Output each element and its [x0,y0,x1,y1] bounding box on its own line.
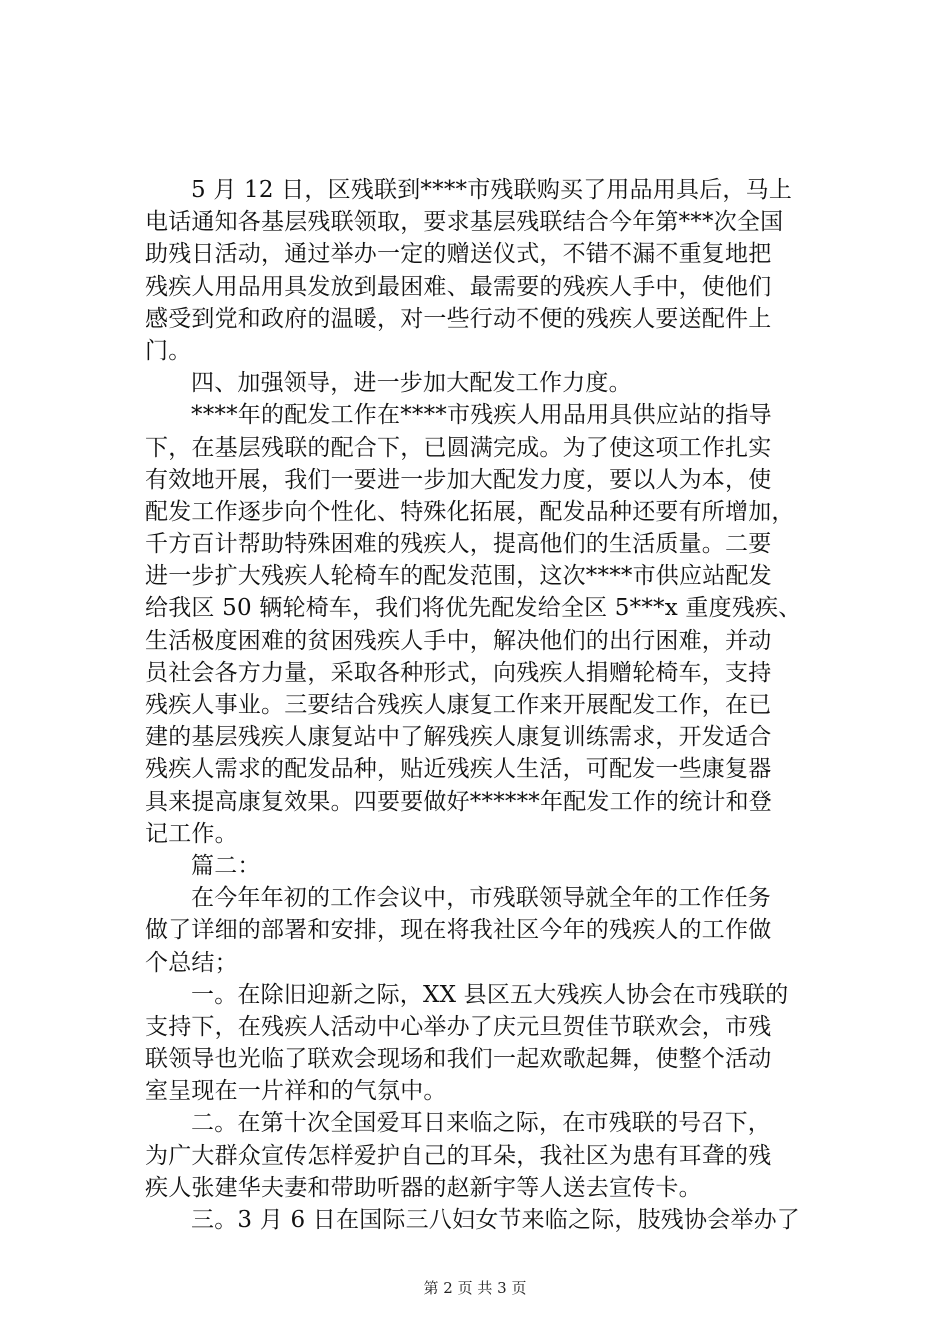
text-line: 做了详细的部署和安排，现在将我社区今年的残疾人的工作做 [145,917,772,944]
text-line: 篇二： [191,852,261,879]
text-line: 残疾人需求的配发品种，贴近残疾人生活，可配发一些康复器 [145,756,772,783]
text-line: 生活极度困难的贫困残疾人手中，解决他们的出行困难，并动 [145,627,772,654]
text-line: 疾人张建华夫妻和带助听器的赵新宇等人送去宣传卡。 [145,1174,702,1201]
text-line: 三。3 月 6 日在国际三八妇女节来临之际，肢残协会举办了 [191,1207,800,1233]
text-line: 残疾人事业。三要结合残疾人康复工作来开展配发工作，在已 [145,692,772,718]
document-body [145,174,835,1236]
text-line: 5 月 12 日，区残联到****市残联购买了用品用具后，马上 [191,177,793,203]
text-line: ****年的配发工作在****市残疾人用品用具供应站的指导 [191,402,772,429]
text-line: 下，在基层残联的配合下，已圆满完成。为了使这项工作扎实 [145,434,772,461]
text-line: 一。在除旧迎新之际，XX 县区五大残疾人协会在市残联的 [191,981,789,1008]
text-line: 助残日活动，通过举办一定的赠送仪式，不错不漏不重复地把 [145,241,772,268]
text-line: 在今年年初的工作会议中，市残联领导就全年的工作任务 [191,885,771,912]
text-line: 员社会各方力量，采取各种形式，向残疾人捐赠轮椅车，支持 [145,659,772,686]
text-line: 有效地开展，我们一要进一步加大配发力度，要以人为本，使 [145,466,772,493]
text-line: 残疾人用品用具发放到最困难、最需要的残疾人手中，使他们 [145,273,772,300]
text-line: 支持下，在残疾人活动中心举办了庆元旦贺佳节联欢会，市残 [145,1013,772,1040]
text-line: 门。 [145,337,192,364]
text-line: 千方百计帮助特殊困难的残疾人，提高他们的生活质量。二要 [145,531,772,558]
text-line: 室呈现在一片祥和的气氛中。 [145,1078,447,1105]
text-line: 联领导也光临了联欢会现场和我们一起欢歌起舞，使整个活动 [145,1046,772,1073]
text-line: 感受到党和政府的温暖，对一些行动不便的残疾人要送配件上 [145,305,772,332]
text-line: 记工作。 [145,820,238,847]
page-footer: 第 2 页 共 3 页 [423,1279,527,1297]
text-line: 配发工作逐步向个性化、特殊化拓展，配发品种还要有所增加， [145,498,795,525]
text-line: 建的基层残疾人康复站中了解残疾人康复训练需求，开发适合 [145,724,772,751]
text-line: 进一步扩大残疾人轮椅车的配发范围，这次****市供应站配发 [145,563,772,590]
text-line: 个总结； [145,949,238,976]
text-line: 电话通知各基层残联领取，要求基层残联结合今年第***次全国 [145,209,784,236]
text-line: 为广大群众宣传怎样爱护自己的耳朵，我社区为患有耳聋的残 [145,1142,772,1169]
text-line: 具来提高康复效果。四要要做好******年配发工作的统计和登 [145,788,772,815]
text-line: 四、加强领导，进一步加大配发工作力度。 [191,370,632,397]
text-line: 给我区 50 辆轮椅车，我们将优先配发给全区 5***x 重度残疾、 [145,595,802,622]
text-line: 二。在第十次全国爱耳日来临之际，在市残联的号召下， [191,1110,771,1137]
